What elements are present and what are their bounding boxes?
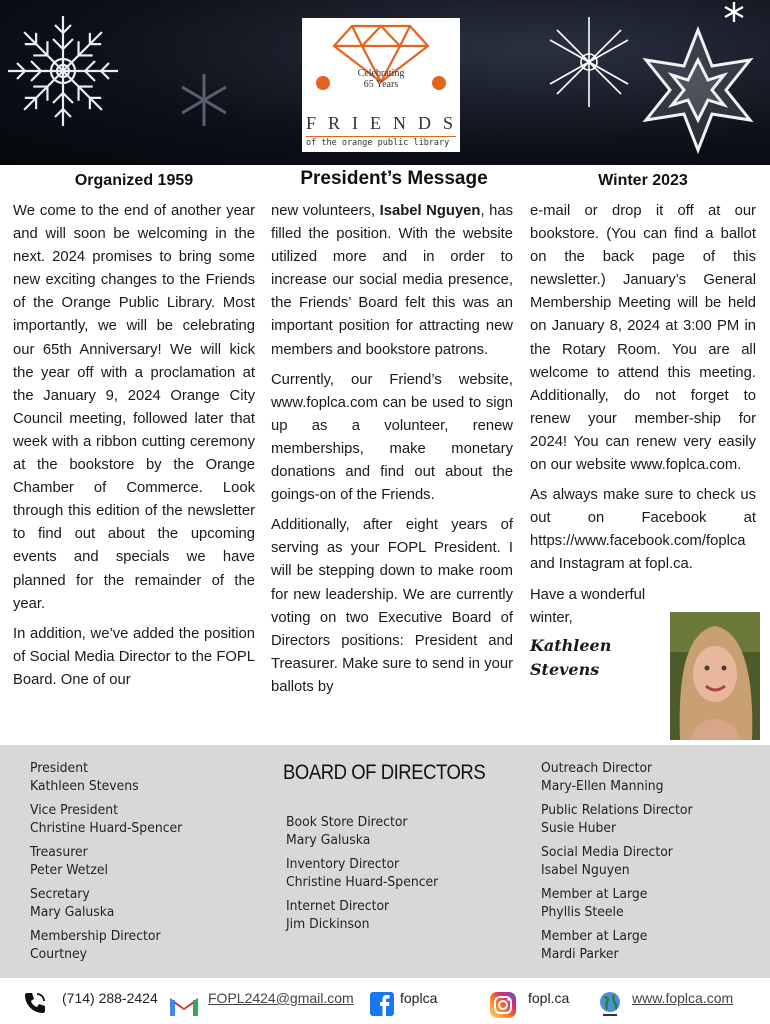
snowflake-icon (722, 0, 746, 24)
article-paragraph: new volunteers, Isabel Nguyen, has filled the position. With the website utilized more and in order to increase our social media presence, the Friends’ Board felt this was an important position for attracting new members and bookstore patrons. (271, 203, 513, 358)
article-column-1 (13, 200, 255, 699)
contact-website[interactable]: www.foplca.com (632, 990, 734, 1006)
board-member: Vice President Christine Huard-Spencer (30, 802, 183, 836)
board-member: Secretary Mary Galuska (30, 886, 115, 920)
board-member: Membership Director Courtney (30, 928, 161, 962)
signature: Kathleen Stevens (530, 635, 612, 679)
globe-icon (597, 990, 623, 1018)
logo-friends-text: FRIENDS (306, 113, 466, 133)
friends-logo (302, 18, 466, 152)
board-title: BOARD OF DIRECTORS (283, 761, 486, 784)
volunteer-name: Isabel Nguyen (379, 203, 481, 219)
contact-instagram[interactable]: fopl.ca (528, 990, 570, 1006)
snowflake-icon (548, 12, 630, 112)
contact-facebook[interactable]: foplca (400, 990, 438, 1006)
board-member: Book Store Director Mary Galuska (286, 814, 408, 848)
board-column-middle (286, 813, 452, 939)
board-member: Social Media Director Isabel Nguyen (541, 844, 673, 878)
board-member: Member at Large Mardi Parker (541, 928, 648, 962)
article-paragraph: As always make sure to check us out on Facebook at https://www.facebook.com/foplca and Instagram at fopl.ca. (530, 487, 756, 573)
snowflake-icon (628, 20, 768, 160)
article-paragraph: e-mail or drop it off at our bookstore. (You can find a ballot on the back page of this newsletter.) January’s General Membership Meeting will be held on January 8, 2024 at 3:00 PM in the Rotary Room. You are all welcome to attend this meeting. Additionally, do not forget to renew your member-ship for 2024! You can renew very easily on our website www.foplca.com. (530, 203, 756, 474)
closing: Have a wonderful winter, Kathleen Stevens (530, 584, 666, 682)
board-member: Outreach Director Mary-Ellen Manning (541, 760, 664, 794)
snowflake-icon (8, 6, 118, 136)
board-member: Treasurer Peter Wetzel (30, 844, 108, 878)
board-member: President Kathleen Stevens (30, 760, 139, 794)
orange-fruit-icon (316, 76, 330, 90)
contact-email[interactable]: FOPL2424@gmail.com (208, 990, 354, 1006)
president-photo (670, 612, 760, 740)
logo-celebrating: Celebrating 65 Years (357, 68, 405, 90)
article-paragraph: We come to the end of another year and will soon be welcoming in the next. 2024 promises to bring some new exciting changes to the Friends of the Orange Public Library. Most importantly, we will be celebrating our 65th Anniversary! We will kick the year off with a proclamation at the January 9, 2024 Orange City Council meeting, followed later that week with a ribbon cutting ceremony at the bookstore by the Orange Chamber of Commerce. Look through this edition of the newsletter to find out about the upcoming events and specials we have planned for the remainder of the year. (13, 203, 255, 612)
orange-fruit-icon (432, 76, 446, 90)
gmail-icon (168, 994, 200, 1018)
article-paragraph: Currently, our Friend’s website, www.foplca.com can be used to sign up as a volunteer, renew memberships, make monetary donations and find out about the goings-on of the Friends. (271, 371, 513, 504)
snowflake-icon (176, 72, 232, 128)
facebook-icon (370, 992, 394, 1016)
season-heading: Winter 2023 (598, 172, 688, 189)
article-paragraph: In addition, we’ve added the position of Social Media Director to the FOPL Board. One of our (13, 625, 255, 688)
board-column-right (541, 759, 706, 969)
phone-icon (22, 990, 48, 1016)
presidents-message-heading: President’s Message (300, 168, 488, 189)
board-member: Public Relations Director Susie Huber (541, 802, 693, 836)
board-member: Inventory Director Christine Huard-Spencer (286, 856, 439, 890)
board-member: Member at Large Phyllis Steele (541, 886, 648, 920)
instagram-icon (490, 992, 516, 1018)
article-paragraph: Additionally, after eight years of serving as your FOPL President. I will be stepping down to make room for new leadership. We are currently voting on two Executive Board of Directors positions: President and Treasurer. Make sure to send in your ballots by (271, 517, 513, 695)
logo-subtitle: of the orange public library (306, 136, 456, 148)
article-column-2 (271, 200, 513, 706)
board-column-left (30, 759, 196, 969)
board-member: Internet Director Jim Dickinson (286, 898, 390, 932)
article-column-3 (530, 200, 756, 682)
header-banner (0, 0, 770, 165)
organized-heading: Organized 1959 (74, 172, 194, 189)
contact-phone[interactable]: (714) 288-2424 (62, 990, 158, 1006)
